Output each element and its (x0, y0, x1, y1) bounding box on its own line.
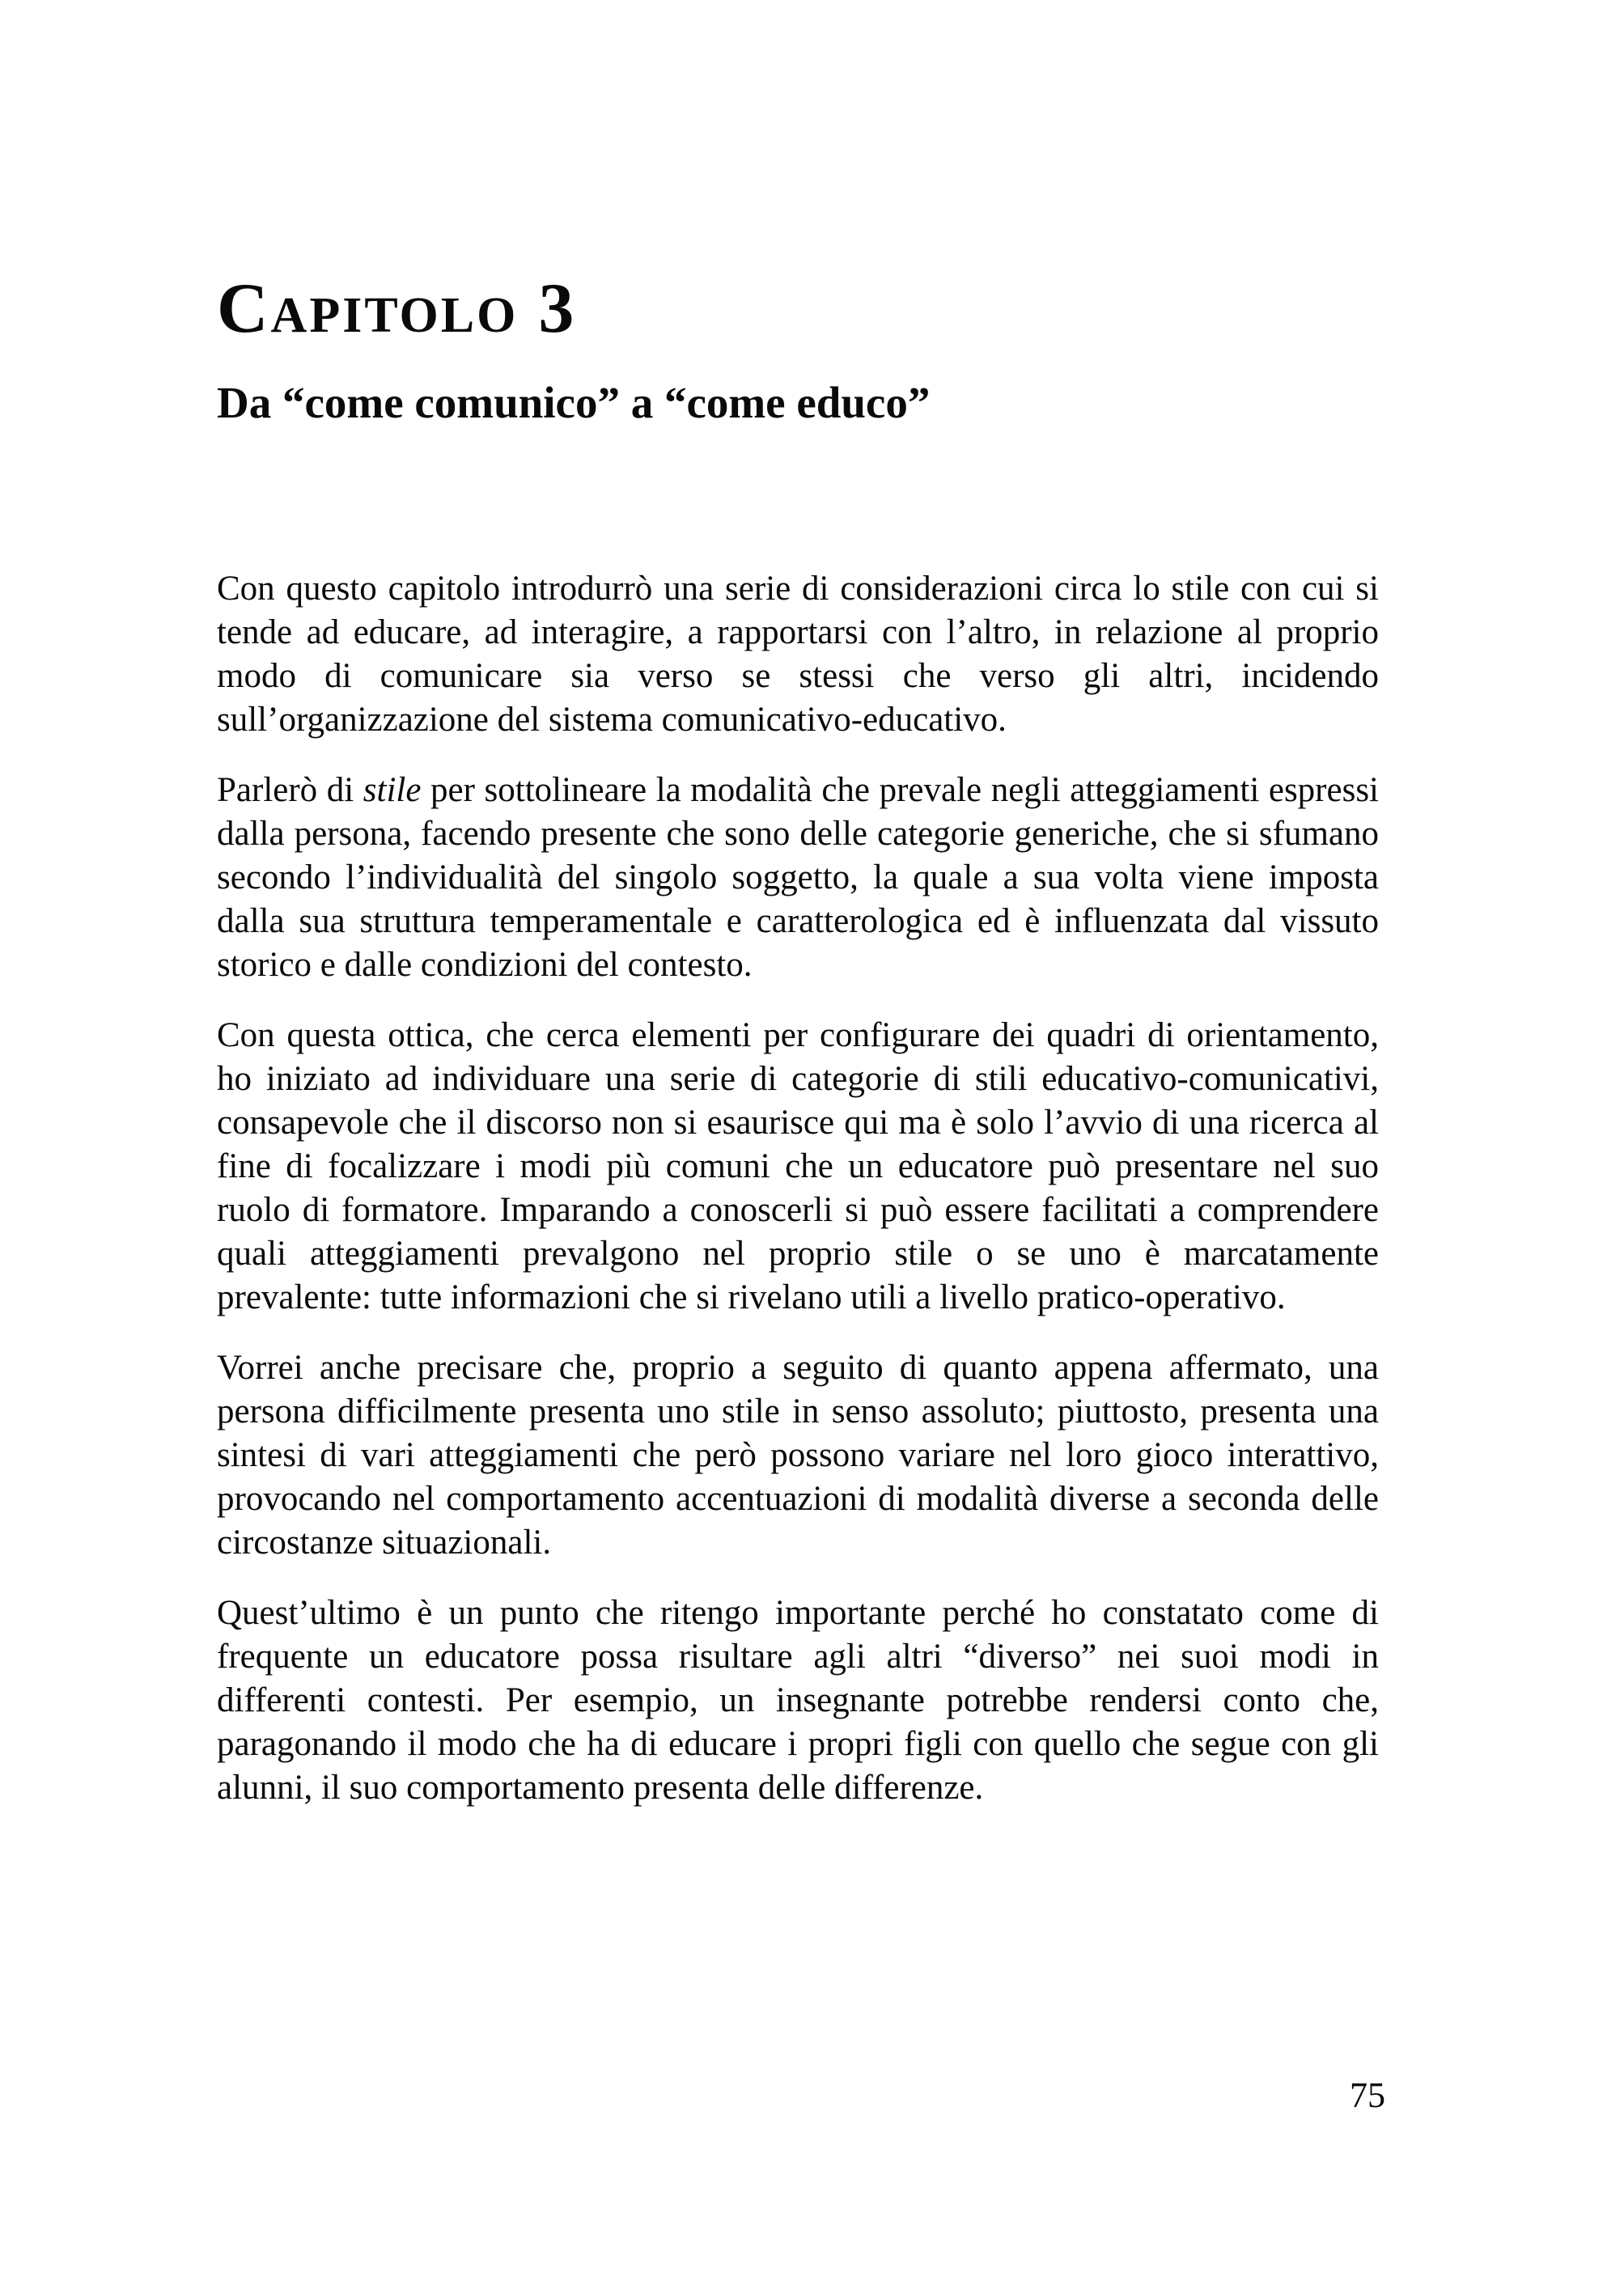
text-run: Parlerò di (217, 770, 363, 809)
text-run: Quest’ultimo è un punto che ritengo importante perché ho constatato come di frequente un educatore possa risultare agli altri “diverso” nei suoi modi in differenti contesti. Per esempio, un insegnante potrebbe rendersi conto che, paragonando il modo che ha di educare i propri figli con quello che segue con gli alunni, il suo comportamento presenta delle differenze. (217, 1593, 1379, 1807)
paragraph (217, 1592, 1379, 1810)
text-run: Vorrei anche precisare che, proprio a seguito di quanto appena affermato, una persona difficilmente presenta uno stile in senso assoluto; piuttosto, presenta una sintesi di vari atteggiamenti che però possono variare nel loro gioco interattivo, provocando nel comportamento accentuazioni di modalità diverse a seconda delle circostanze situazionali. (217, 1348, 1379, 1562)
text-run: Con questa ottica, che cerca elementi per configurare dei quadri di orientamento, ho iniziato ad individuare una serie di categorie di stili educativo-comunicativi, consapevole che il discorso non si esaurisce qui ma è solo l’avvio di una ricerca al fine di focalizzare i modi più comuni che un educatore può presentare nel suo ruolo di formatore. Imparando a conoscerli si può essere facilitati a comprendere quali atteggiamenti prevalgono nel proprio stile o se uno è marcatamente prevalente: tutte informazioni che si rivelano utili a livello pratico-operativo. (217, 1015, 1379, 1316)
text-run: per sottolineare la modalità che prevale negli atteggiamenti espressi dalla persona, facendo presente che sono delle categorie generiche, che si sfumano secondo l’individualità del singolo soggetto, la quale a sua volta viene imposta dalla sua struttura temperamentale e caratterologica ed è influenzata dal vissuto storico e dalle condizioni del contesto. (217, 770, 1379, 984)
italic-text-run: stile (363, 770, 422, 809)
paragraph (217, 1014, 1379, 1320)
text-run: Con questo capitolo introdurrò una serie di considerazioni circa lo stile con cui si tende ad educare, ad interagire, a rapportarsi con l’altro, in relazione al proprio modo di comunicare sia verso se stessi che verso gli altri, incidendo sull’organizzazione del sistema comunicativo-educativo. (217, 569, 1379, 739)
paragraph (217, 567, 1379, 742)
paragraph (217, 1346, 1379, 1565)
body-text (217, 567, 1379, 1810)
paragraph (217, 769, 1379, 987)
chapter-heading: Capitolo 3 (217, 269, 577, 348)
chapter-subtitle: Da “come comunico” a “come educo” (217, 378, 931, 427)
page-number: 75 (1350, 2075, 1385, 2115)
page-content (217, 0, 1379, 1810)
